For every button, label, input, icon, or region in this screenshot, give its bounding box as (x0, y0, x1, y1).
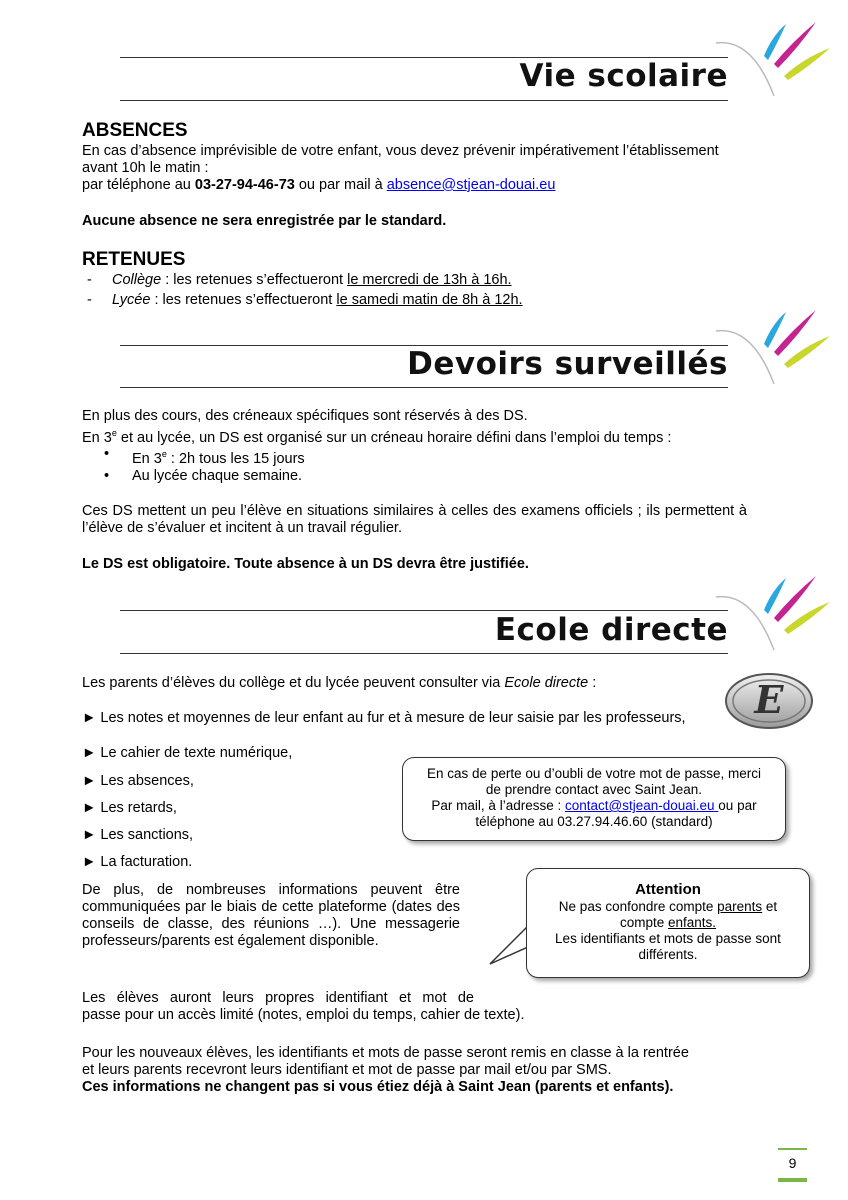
attention-l1 (527, 899, 809, 915)
retenues-level: Collège (112, 272, 162, 288)
school-logo-icon (712, 306, 832, 386)
ecole-item (82, 854, 192, 871)
retenues-level: Lycée (112, 292, 151, 308)
heading-retenues: RETENUES (82, 249, 186, 270)
arrow-icon: ► (82, 745, 97, 761)
retenues-dash-1: - (87, 272, 92, 288)
attention-title: Attention (635, 881, 701, 898)
arrow-icon: ► (82, 710, 97, 726)
item-text: Les retards, (100, 800, 177, 816)
attention-l2 (527, 915, 809, 931)
banner-bottom-rule (120, 100, 728, 101)
absences-line3 (82, 177, 719, 194)
intro-italic: Ecole directe (504, 675, 589, 691)
section-title-ecole-directe: Ecole directe (494, 612, 728, 648)
page-number-box (778, 1148, 807, 1180)
school-logo-icon (712, 18, 832, 98)
para3-bold: Ces informations ne changent pas si vous étiez déjà à Saint Jean (parents et enfants). (82, 1079, 674, 1095)
callout-password-l3 (403, 798, 785, 814)
ecole-item (82, 827, 193, 844)
absences-notice: Aucune absence ne sera enregistrée par le standard. (82, 213, 447, 229)
banner-top-rule (120, 610, 728, 611)
retenues-text: : les retenues s’effectueront (150, 292, 337, 308)
ecole-item (82, 800, 177, 817)
page-number: 9 (788, 1155, 797, 1171)
devoirs-intro (82, 408, 671, 447)
bullet-icon: • (104, 446, 110, 462)
l3-b: ou par (718, 798, 757, 813)
arrow-icon: ► (82, 800, 97, 816)
attention-l4: différents. (638, 947, 698, 962)
retenues-when: le mercredi de 13h à 16h. (347, 272, 512, 288)
retenues-item-college (112, 272, 512, 289)
devoirs-line2-sup: e (111, 428, 117, 438)
section-title-devoirs: Devoirs surveillés (407, 346, 728, 382)
absences-line1: En cas d’absence imprévisible de votre enfant, vous devez prévenir impérativement l’établissement (82, 143, 719, 159)
devoirs-line2-b: et au lycée, un DS est organisé sur un créneau horaire défini dans l’emploi du temps : (116, 429, 672, 446)
para3-l2: et leurs parents recevront leurs identifiant et mot de passe par mail et/ou par SMS. (82, 1062, 612, 1078)
school-logo-icon (712, 572, 832, 652)
devoirs-bullet-3e (132, 446, 305, 468)
retenues-dash-2: - (87, 292, 92, 308)
bullet1-a: En 3 (132, 450, 162, 467)
intro-a: Les parents d’élèves du collège et du lycée peuvent consulter via (82, 675, 505, 691)
para3-l1: Pour les nouveaux élèves, les identifiants et mots de passe seront remis en classe à la rentrée (82, 1045, 689, 1061)
item-notes-text: Les notes et moyennes de leur enfant au fur et à mesure de leur saisie par les professeurs, (100, 710, 686, 726)
retenues-item-lycee (112, 292, 523, 309)
contact-email-link[interactable]: contact@stjean-douai.eu (564, 798, 719, 813)
ecole-para-informations: De plus, de nombreuses informations peuvent être communiquées par le biais de cette plateforme (dates des conseils de classe, des réunions …). Une messagerie professeurs/parents est également disponible. (82, 882, 460, 949)
banner-bottom-rule (120, 387, 728, 388)
bullet1-sup: e (161, 449, 167, 459)
absences-phone-prefix: par téléphone au (82, 177, 195, 193)
heading-absences: ABSENCES (82, 120, 188, 141)
callout-password-l2: de prendre contact avec Saint Jean. (485, 782, 703, 797)
attention-l3: Les identifiants et mots de passe sont (555, 931, 781, 946)
devoirs-notice: Le DS est obligatoire. Toute absence à un DS devra être justifiée. (82, 556, 529, 572)
l1-a: Ne pas confondre compte (558, 899, 718, 914)
callout-password-l1: En cas de perte ou d’oubli de votre mot de passe, merci (427, 766, 761, 781)
devoirs-line2 (82, 425, 671, 447)
l3-a: Par mail, à l’adresse : (431, 798, 565, 813)
l1-b: et (762, 899, 778, 914)
ecole-item-notes (82, 710, 714, 727)
absences-email-link[interactable]: absence@stjean-douai.eu (386, 177, 556, 193)
section-title-vie-scolaire: Vie scolaire (519, 58, 728, 94)
ecole-item (82, 773, 194, 790)
bullet-icon: • (104, 468, 110, 484)
intro-b: : (588, 675, 597, 691)
ecole-para-eleves (82, 990, 524, 1024)
item-text: Le cahier de texte numérique, (100, 745, 293, 761)
item-text: Les absences, (100, 773, 194, 789)
absences-phone: 03-27-94-46-73 (194, 177, 295, 193)
para2-l2: passe pour un accès limité (notes, emploi du temps, cahier de texte). (82, 1007, 525, 1023)
ecole-directe-logo (724, 672, 814, 730)
callout-password (402, 757, 786, 841)
item-text: La facturation. (100, 854, 193, 870)
banner-bottom-rule (120, 653, 728, 654)
devoirs-line1: En plus des cours, des créneaux spécifiques sont réservés à des DS. (82, 408, 528, 424)
absences-mail-prefix: ou par mail à (294, 177, 387, 193)
arrow-icon: ► (82, 773, 97, 789)
page-number-bar (778, 1178, 807, 1182)
arrow-icon: ► (82, 854, 97, 870)
arrow-icon: ► (82, 827, 97, 843)
ecole-directe-logo-letter: E (754, 677, 784, 722)
devoirs-paragraph: Ces DS mettent un peu l’élève en situations similaires à celles des examens officiels ; ils permettent à l’élève de s’évaluer et incitent à un travail régulier. (82, 503, 747, 536)
devoirs-line2-a: En 3 (82, 429, 112, 446)
ecole-item (82, 745, 292, 762)
devoirs-bullet-lycee: Au lycée chaque semaine. (132, 468, 303, 484)
l2-a: compte (619, 915, 668, 930)
l2-u: enfants. (667, 915, 717, 930)
ecole-para-nouveaux (82, 1045, 689, 1096)
bullet1-b: : 2h tous les 15 jours (166, 450, 305, 467)
retenues-when: le samedi matin de 8h à 12h. (336, 292, 523, 308)
l1-u: parents (717, 899, 763, 914)
retenues-text: : les retenues s’effectueront (161, 272, 348, 288)
absences-line2: avant 10h le matin : (82, 160, 209, 176)
absences-paragraph (82, 143, 719, 194)
item-text: Les sanctions, (100, 827, 194, 843)
callout-attention (526, 868, 810, 978)
callout-password-l4: téléphone au 03.27.94.46.60 (standard) (475, 814, 713, 829)
ecole-directe-intro (82, 675, 596, 692)
para2-l1: Les élèves auront leurs propres identifiant et mot de (82, 990, 474, 1006)
